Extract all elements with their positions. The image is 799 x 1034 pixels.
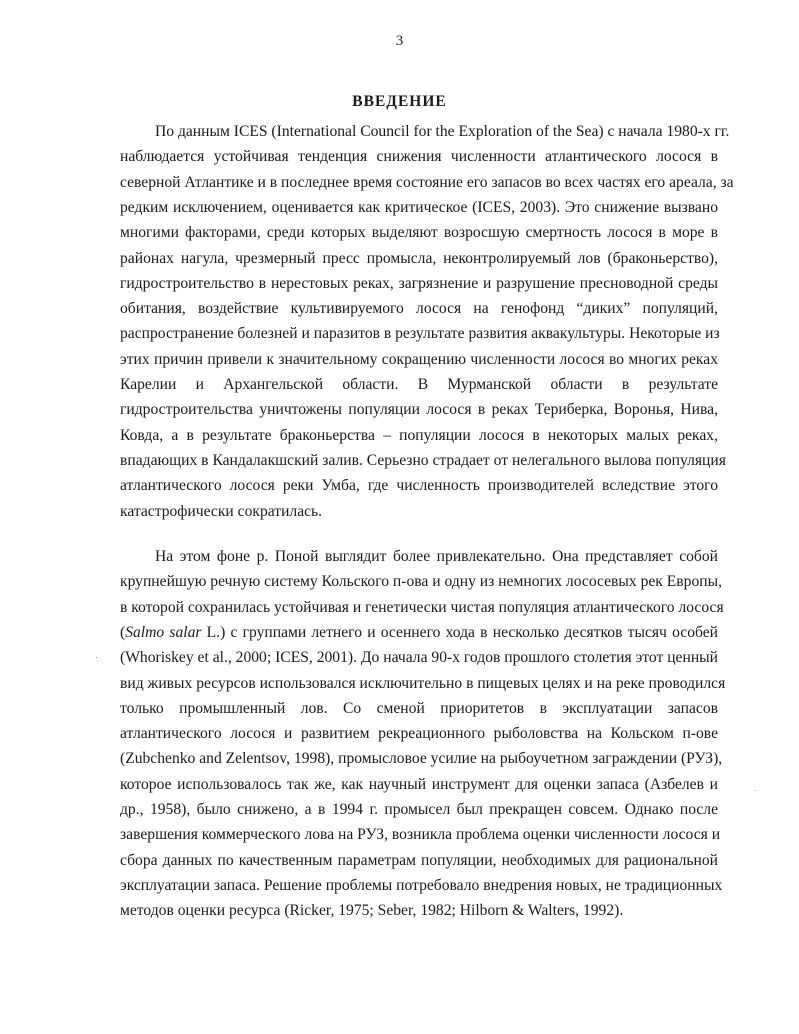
paragraph-1-line: редким исключением, оценивается как критическое (ICES, 2003). Это снижение вызвано <box>120 198 718 216</box>
paragraph-2-line: вид живых ресурсов использовался исключительно в пищевых целях и на реке проводился <box>120 674 726 692</box>
paragraph-2-line: (Whoriskey et al., 2000; ICES, 2001). До начала 90-х годов прошлого столетия этот ценный <box>120 649 718 667</box>
scan-speck <box>96 657 97 658</box>
section-heading: ВВЕДЕНИЕ <box>352 93 447 110</box>
scan-speck <box>755 790 756 791</box>
paragraph-2-line: методов оценки ресурса (Ricker, 1975; Seber, 1982; Hilborn & Walters, 1992). <box>120 902 624 920</box>
paragraph-1-line: наблюдается устойчивая тенденция снижения численности атлантического лосося в <box>120 148 718 166</box>
paragraph-2-line: атлантического лосося и развитием рекреационного рыболовства на Кольском п-ове <box>120 725 718 743</box>
paragraph-1-line: северной Атлантике и в последнее время состояние его запасов во всех частях его ареала, за <box>120 173 734 191</box>
paragraph-1-line: впадающих в Кандалакшский залив. Серьезно страдает от нелегального вылова популяция <box>120 451 726 469</box>
paragraph-2-line: На этом фоне р. Поной выглядит более привлекательно. Она представляет собой <box>155 548 718 565</box>
page-number: 3 <box>395 33 404 49</box>
paragraph-1-line: Карелии и Архангельской области. В Мурманской области в результате <box>120 376 718 393</box>
paragraph-2-line: в которой сохранилась устойчивая и генетически чистая популяция атлантического лосося <box>120 598 724 616</box>
paragraph-2-line: (Salmo salar L.) с группами летнего и осеннего хода в несколько десятков тысяч особей <box>120 623 718 641</box>
paragraph-1-line: обитания, воздействие культивируемого лосося на генофонд “диких” популяций, <box>120 300 718 318</box>
paragraph-2-line: только промышленный лов. Со сменой приоритетов в эксплуатации запасов <box>120 699 718 717</box>
paragraph-1-line: этих причин привели к значительному сокращению численности лосося во многих реках <box>120 350 718 368</box>
paragraph-2-line: (Zubchenko and Zelentsov, 1998), промысловое усилие на рыбоучетном заграждении (РУЗ), <box>120 750 723 768</box>
paragraph-1-line: гидростроительства уничтожены популяции лосося в реках Териберка, Воронья, Нива, <box>120 401 718 419</box>
paragraph-1-line: гидростроительство в нерестовых реках, загрязнение и разрушение пресноводной среды <box>120 274 718 292</box>
paragraph-1-line: многими факторами, среди которых выделяют возросшую смертность лосося в море в <box>120 224 718 242</box>
paragraph-2-line: эксплуатации запаса. Решение проблемы потребовало внедрения новых, не традиционных <box>120 876 723 894</box>
paragraph-2-line: которое использовалось так же, как научный инструмент для оценки запаса (Азбелев и <box>120 775 718 793</box>
paragraph-2-line: др., 1958), было снижено, а в 1994 г. промысел был прекращен совсем. Однако после <box>120 801 718 818</box>
paragraph-2-line: крупнейшую речную систему Кольского п-ова и одну из немногих лососевых рек Европы, <box>120 573 722 591</box>
paragraph-2-line: сбора данных по качественным параметрам популяции, необходимых для рациональной <box>120 851 718 869</box>
paragraph-1-line: распространение болезней и паразитов в результате развития аквакультуры. Некоторые из <box>120 325 720 343</box>
paragraph-1-line: районах нагула, чрезмерный пресс промысла, неконтролируемый лов (браконьерство), <box>120 249 718 267</box>
paragraph-1-line: По данным ICES (International Council for the Exploration of the Sea) с начала 1980-х гг. <box>155 123 730 140</box>
paragraph-2-line: завершения коммерческого лова на РУЗ, возникла проблема оценки численности лосося и <box>120 826 721 844</box>
paragraph-1-line: Ковда, а в результате браконьерства – популяции лосося в некоторых малых реках, <box>120 426 718 444</box>
paragraph-1-line: атлантического лосося реки Умба, где численность производителей вследствие этого <box>120 477 718 495</box>
paragraph-1-line: катастрофически сократилась. <box>120 502 323 520</box>
